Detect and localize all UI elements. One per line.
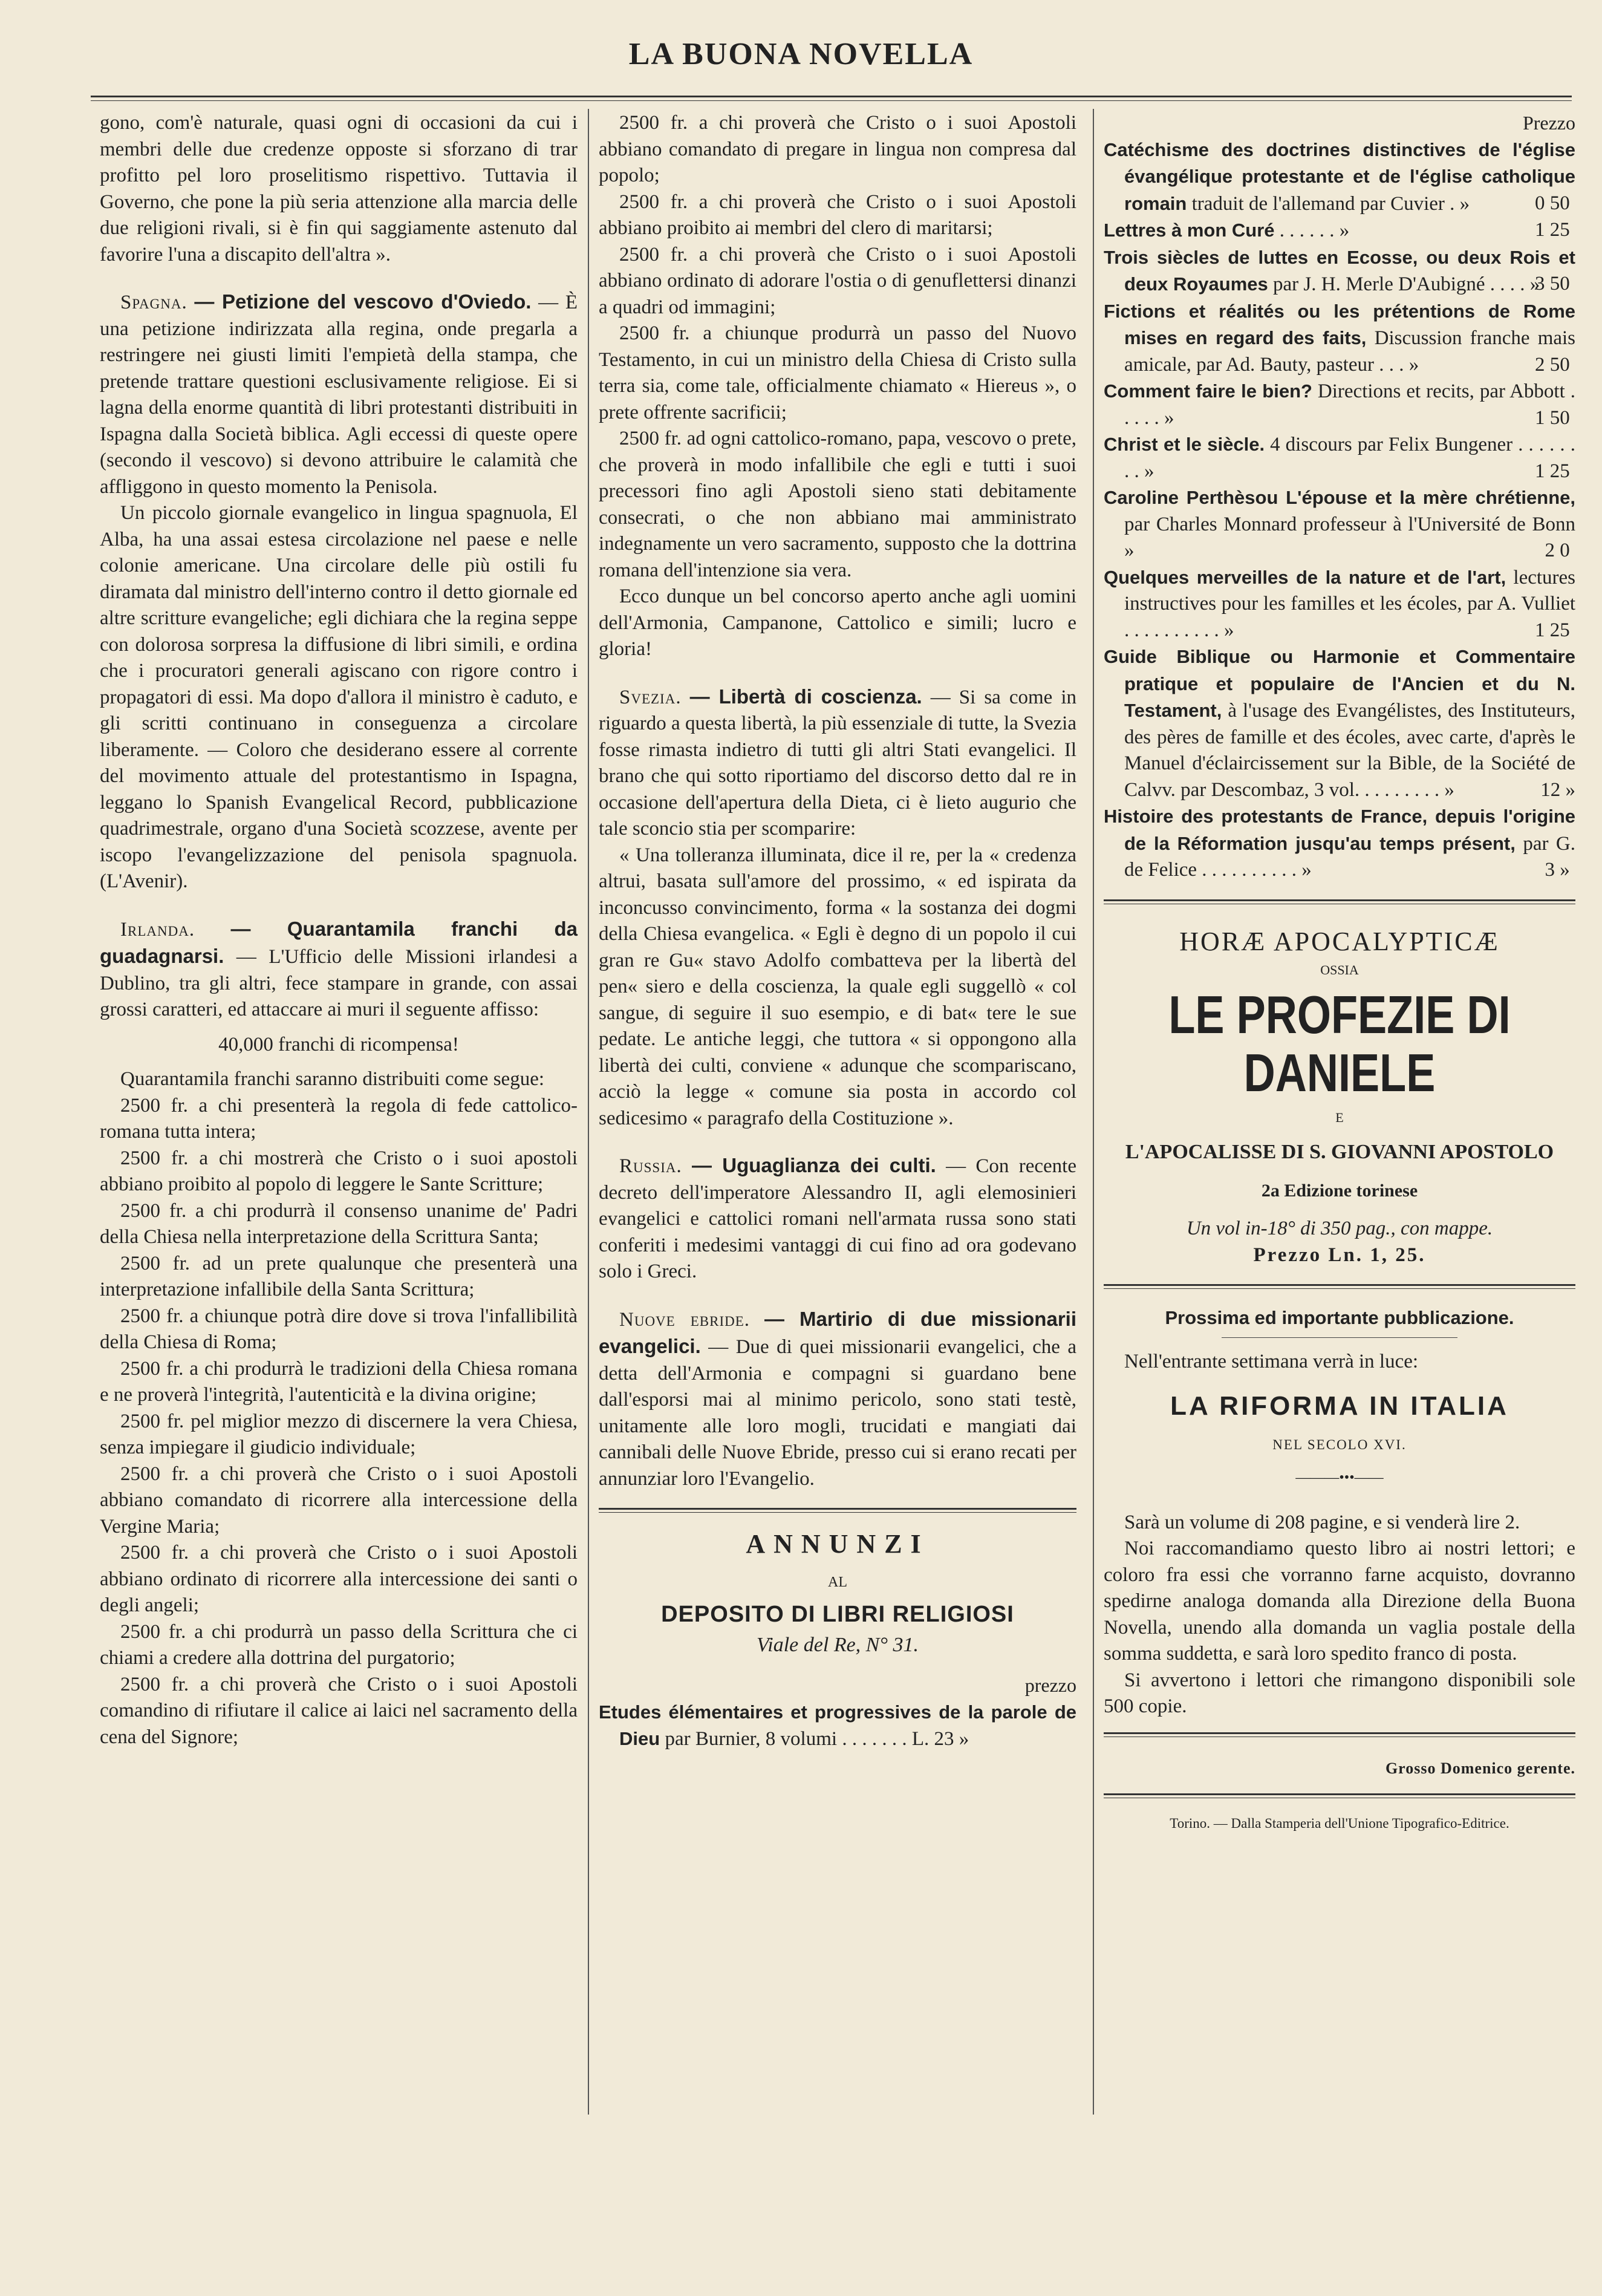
top-rule-thin [91,100,1572,101]
list-item: 2500 fr. a chi proverà che Cristo o i suoi Apostoli abbiano comandato di pregare in lingua non compresa dal popolo; [599,112,1076,186]
paragraph: — Si sa come in riguardo a questa libertà, la più essenziale di tutte, la Svezia fosse rimasta indietro di tutti gli altri Stati evangelici. Il brano che qui sotto riportiamo del discorso detto dal re in occasione dell'apertura della Dieta, ci è lieto augurio che tale sconcio stia per scomparire: [599,686,1076,840]
address: Viale del Re, N° 31. [757,1633,919,1656]
book-details: 4 discours par Felix Bungener . . . . . . . . » [1124,434,1575,482]
section-title: — Martirio di due missionarii evangelici. [599,1307,1077,1357]
section-title: — Petizione del vescovo d'Oviedo. [194,290,532,313]
list-item: 2500 fr. a chiunque potrà dire dove si trova l'infallibilità della Chiesa di Roma; [100,1305,578,1353]
list-item: 2500 fr. a chi produrrà un passo della Scrittura che ci chiami a credere alla dottrina del purgatorio; [100,1620,578,1669]
paragraph: Nell'entrante settimana verrà in luce: [1124,1350,1419,1372]
section-label: Svezia. [619,686,682,708]
book-details: Directions et recits, par Abbott . . . . . » [1124,380,1575,429]
book-price: 1 25 [1535,619,1570,641]
riforma-heading: LA RIFORMA IN ITALIA [1170,1391,1509,1421]
prezzo-label: prezzo [1024,1674,1076,1696]
section-title: — Quarantamila franchi da guadagnarsi. [100,917,578,967]
divider [1104,1793,1575,1798]
prossima-heading: Prossima ed importante pubblicazione. [1165,1307,1514,1328]
book-title: Lettres à mon Curé [1104,220,1275,241]
deposito-heading: DEPOSITO DI LIBRI RELIGIOSI [661,1602,1014,1627]
book-entry [1104,244,1575,298]
list-item: 2500 fr. a chi presenterà la regola di fede cattolico-romana tutta intera; [100,1094,578,1143]
list-item: 2500 fr. a chi produrrà il consenso unanime de' Padri della Chiesa nella interpretazione della Scrittura Santa; [100,1199,578,1248]
book-price: 12 » [1540,778,1575,801]
horae-heading: HORÆ APOCALYPTICÆ [1179,926,1500,956]
divider [599,1508,1076,1513]
book-price: 1 50 [1535,406,1570,429]
list-item: 2500 fr. pel miglior mezzo di discernere la vera Chiesa, senza impiegare il giudicio individuale; [100,1410,578,1458]
section-label: Irlanda. [120,918,195,941]
book-details: lectures instructives pour les familles et les écoles, par A. Vulliet . . . . . . . . . . » [1124,566,1576,641]
top-rule [91,96,1572,97]
section-label: Russia. [619,1155,682,1177]
section-title: — Libertà di coscienza. [689,685,922,708]
paragraph: Sarà un volume di 208 pagine, e si venderà lire 2. [1124,1511,1520,1533]
ricompensa-heading: 40,000 franchi di ricompensa! [218,1033,459,1055]
book-entry [1104,137,1575,218]
book-details: par Charles Monnard professeur à l'Université de Bonn » [1124,513,1575,561]
paragraph: — È una petizione indirizzata alla regina, onde pregarla a restringere nei giusti limiti l'empietà della stampa, che pretende trattare questioni esclusivamente religiose. Ei si lagna della enorme quantità di libri protestanti distribuiti in Ispagna dalla Società biblica. Agli eccessi di queste opere (secondo il vescovo) si devono attribuire le calamità che affliggono in questo momento la Penisola. [100,292,578,498]
list-item: 2500 fr. a chi proverà che Cristo o i suoi Apostoli abbiano ordinato di ricorrere alla intercessione dei santi o degli angeli; [100,1542,578,1616]
price-info: Prezzo Ln. 1, 25. [1253,1244,1426,1266]
book-entry [1104,217,1575,244]
paragraph: — Con recente decreto dell'imperatore Alessandro II, agli elemosinieri evangelici e cattolici romani nell'armata russa sono stati conferiti i medesimi vantaggi di cui fino ad ora godevano solo i Greci. [599,1155,1076,1282]
column-separator [1093,109,1094,2115]
book-title: Trois siècles de luttes en Ecosse, ou deux Rois et deux Royaumes [1104,246,1575,295]
list-item: 2500 fr. a chi proverà che Cristo o i suoi Apostoli abbiano ordinato di adorare l'ostia o di genuflettersi dinanzi a quadri od immagini; [599,243,1076,318]
book-entry [1104,378,1575,431]
paragraph: — L'Ufficio delle Missioni irlandesi a Dublino, tra gli altri, fece stampare in grande, con assai grossi caratteri, ed attaccare ai muri il seguente affisso: [100,946,578,1020]
book-price: 3 50 [1535,273,1570,295]
book-details: à l'usage des Evangélistes, des Instituteurs, des pères de famille et des écoles, avec carte, d'après le Manuel d'éclaircissement sur la Bible, de la Société de Calvv. par Descombaz, 3 vol. . . . . . . . . » [1124,700,1575,801]
section-title: — Uguaglianza dei culti. [692,1154,936,1176]
book-title: Caroline Perthèsou L'épouse et la mère chrétienne, [1104,487,1575,508]
book-details: traduit de l'allemand par Cuvier . » [1191,192,1470,215]
paragraph: Noi raccomandiamo questo libro ai nostri lettori; e coloro fra essi che vorranno farne acquisto, dovranno spedirne analoga domanda alla Direzione della Buona Novella, unendo alla domanda un vaglia postale della somma suddetta, e sarà loro spedito franco di posta. [1104,1538,1575,1665]
book-title: Comment faire le bien? [1104,380,1312,402]
book-details: Discussion franche mais amicale, par Ad. Bauty, pasteur . . . » [1124,327,1576,376]
divider [1104,1284,1575,1289]
paragraph: Ecco dunque un bel concorso aperto anche agli uomini dell'Armonia, Campanone, Cattolico e simili; lucro e gloria! [599,585,1076,660]
book-title: Guide Biblique ou Harmonie et Commentaire pratique et populaire de l'Ancien et du N. Testament, [1104,646,1575,721]
book-details: par Burnier, 8 volumi . . . . . . . L. 23 » [665,1728,969,1750]
profezie-heading: LE PROFEZIE DI DANIELE [1168,984,1511,1103]
book-entry [1104,803,1575,884]
book-entry [1104,484,1575,564]
section-svezia [599,683,1076,843]
paragraph: Si avvertono i lettori che rimangono disponibili sole 500 copie. [1104,1669,1575,1717]
section-russia [599,1152,1076,1285]
book-price: 2 50 [1535,353,1570,376]
secolo-label: NEL SECOLO XVI. [1272,1437,1407,1452]
printer-line: Torino. — Dalla Stamperia dell'Unione Tipografico-Editrice. [1170,1816,1509,1831]
book-price: 0 50 [1535,192,1570,214]
list-item: 2500 fr. a chiunque produrrà un passo del Nuovo Testamento, in cui un ministro della Chiesa di Cristo sulla terra sia, come tale, officialmente chiamato « Hiereus », o prete offrente sacrificii; [599,322,1076,423]
book-details: par G. de Felice . . . . . . . . . . » [1124,832,1575,881]
masthead: LA BUONA NOVELLA [628,37,974,71]
section-irlanda [100,916,578,1023]
section-label: Spagna. [120,292,187,313]
book-title: Quelques merveilles de la nature et de l'art, [1104,566,1506,588]
book-entry [1104,298,1575,379]
apocalisse-heading: L'APOCALISSE DI S. GIOVANNI APOSTOLO [1125,1141,1554,1163]
book-title: Catéchisme des doctrines distinctives de l'église évangélique protestante et de l'église catholique romain [1104,139,1575,214]
section-spagna [100,289,578,500]
book-details: . . . . . . » [1279,220,1350,241]
list-item: 2500 fr. ad ogni cattolico-romano, papa, vescovo o prete, che proverà in modo infallibile che egli e tutti i suoi precessori fino agli Apostoli sieno stati debitamente consecrati, o che non abbiano mai amministrato indegnamente un vero sacramento, supposto che la dottrina romana dell'intenzione sia vera. [599,428,1076,581]
list-item: 2500 fr. a chi proverà che Cristo o i suoi Apostoli comandino di rifiutare il calice ai laici nel sacramento della cena del Signore; [100,1673,578,1748]
list-item: 2500 fr. a chi produrrà le tradizioni della Chiesa romana e ne proverà l'integrità, l'autenticità e la divina origine; [100,1357,578,1406]
column-3 [1104,110,1575,1837]
column-separator [588,109,589,2115]
book-entry [1104,431,1575,484]
ornament-divider: ———•••—— [1295,1470,1384,1486]
book-price: 3 » [1545,859,1570,881]
book-title: Histoire des protestants de France, depuis l'origine de la Réformation jusqu'au temps présent, [1104,806,1575,854]
paragraph: Quarantamila franchi saranno distribuiti come segue: [120,1068,545,1090]
book-price: 1 25 [1535,219,1570,241]
column-2 [599,110,1076,1753]
e-label: E [1335,1109,1344,1125]
book-title: Etudes élémentaires et progressives de la parole de Dieu [599,1701,1076,1749]
book-title: Christ et le siècle. [1104,434,1265,455]
annunzi-heading: ANNUNZI [746,1529,930,1559]
divider [1104,1732,1575,1737]
prezzo-label: Prezzo [1522,112,1575,134]
gerente-line: Grosso Domenico gerente. [1385,1759,1575,1777]
section-label: Nuove ebride. [619,1308,751,1331]
divider [1104,899,1575,904]
list-item: 2500 fr. ad un prete qualunque che presenterà una interpretazione infallibile della Santa Scrittura; [100,1252,578,1300]
book-entry [599,1699,1076,1753]
book-entry [1104,644,1575,803]
edition-label: 2a Edizione torinese [1261,1180,1418,1201]
paragraph: gono, com'è naturale, quasi ogni di occasioni da cui i membri delle due credenze opposte si sforzano di trar profitto pel loro proselitismo rispettivo. Tuttavia il Governo, che pone la più seria attenzione alla marcia delle due religioni rivali, si è fin qui saggiamente astenuto dal favorire l'una a discapito dell'altra ». [100,112,578,266]
paragraph: — Due di quei missionarii evangelici, che a detta dell'Armonia e compagni si guardano bene dall'esporsi mai al minimo pericolo, sono stati testè, unitamente alle loro mogli, trucidati e mangiati dai cannibali delle Nuove Ebride, presso cui si erano recati per annunziar loro l'Evangelio. [599,1336,1076,1490]
book-entry [1104,564,1575,644]
list-item: 2500 fr. a chi mostrerà che Cristo o i suoi apostoli abbiano proibito al popolo di leggere le Sante Scritture; [100,1147,578,1195]
quote: « Una tolleranza illuminata, dice il re, per la « credenza altrui, basata sull'amore del prossimo, « ed ispirata da inconcusso convincimento, forma « la sostanza dei dogmi della Chiesa evangelica. « Egli è degno di un popolo il cui gran re Gu« stavo Adolfo combatteva per la libertà del pen« siero e della coscienza, la quale egli suggellò « col sangue, di seguire il suo esempio, e di bat« tere le sue pedate. Le antiche leggi, che tuttora « si oppongono alla libertà dei culti, conviene « adunque che scompariscano, acciò la legge « comune sia posta in accordo col sedicesimo « paragrafo della Costituzione ». [599,844,1076,1129]
ossia-label: OSSIA [1320,962,1359,977]
section-ebride [599,1306,1076,1493]
al-label: AL [828,1574,847,1590]
list-item: 2500 fr. a chi proverà che Cristo o i suoi Apostoli abbiano comandato di ricorrere alla intercessione della Vergine Maria; [100,1463,578,1538]
column-1 [100,110,578,1750]
book-price: 2 0 [1545,540,1570,561]
volume-info: Un vol in-18° di 350 pag., con mappe. [1186,1218,1493,1239]
paragraph: Un piccolo giornale evangelico in lingua spagnuola, El Alba, ha una assai estesa circolazione nel paese e nelle colonie americane. Una circolare delle più ostili fu diramata dal ministro dell'interno contro il detto giornale ed altre scritture evangeliche; egli dichiara che la regina seppe con dolorosa sorpresa la diffusione di libri simili, e ordina che i procuratori generali agiscano con rigore contro i propagatori di essi. Ma dopo d'allora il ministro è caduto, e gli scritti continuano in conseguenza a circolare liberamente. — Coloro che desiderano essere al corrente del movimento attuale del protestantismo in Ispagna, leggano lo Spanish Evangelical Record, pubblicazione quadrimestrale, organo d'una Società scozzese, avente per iscopo l'evangelizzazione del penisola spagnuola. (L'Avenir). [100,502,578,892]
list-item: 2500 fr. a chi proverà che Cristo o i suoi Apostoli abbiano proibito ai membri del clero di maritarsi; [599,191,1076,239]
book-title: Fictions et réalités ou les prétentions de Rome mises en regard des faits, [1104,300,1575,348]
book-price: 1 25 [1535,460,1570,482]
book-details: par J. H. Merle D'Aubigné . . . . » [1273,273,1540,295]
